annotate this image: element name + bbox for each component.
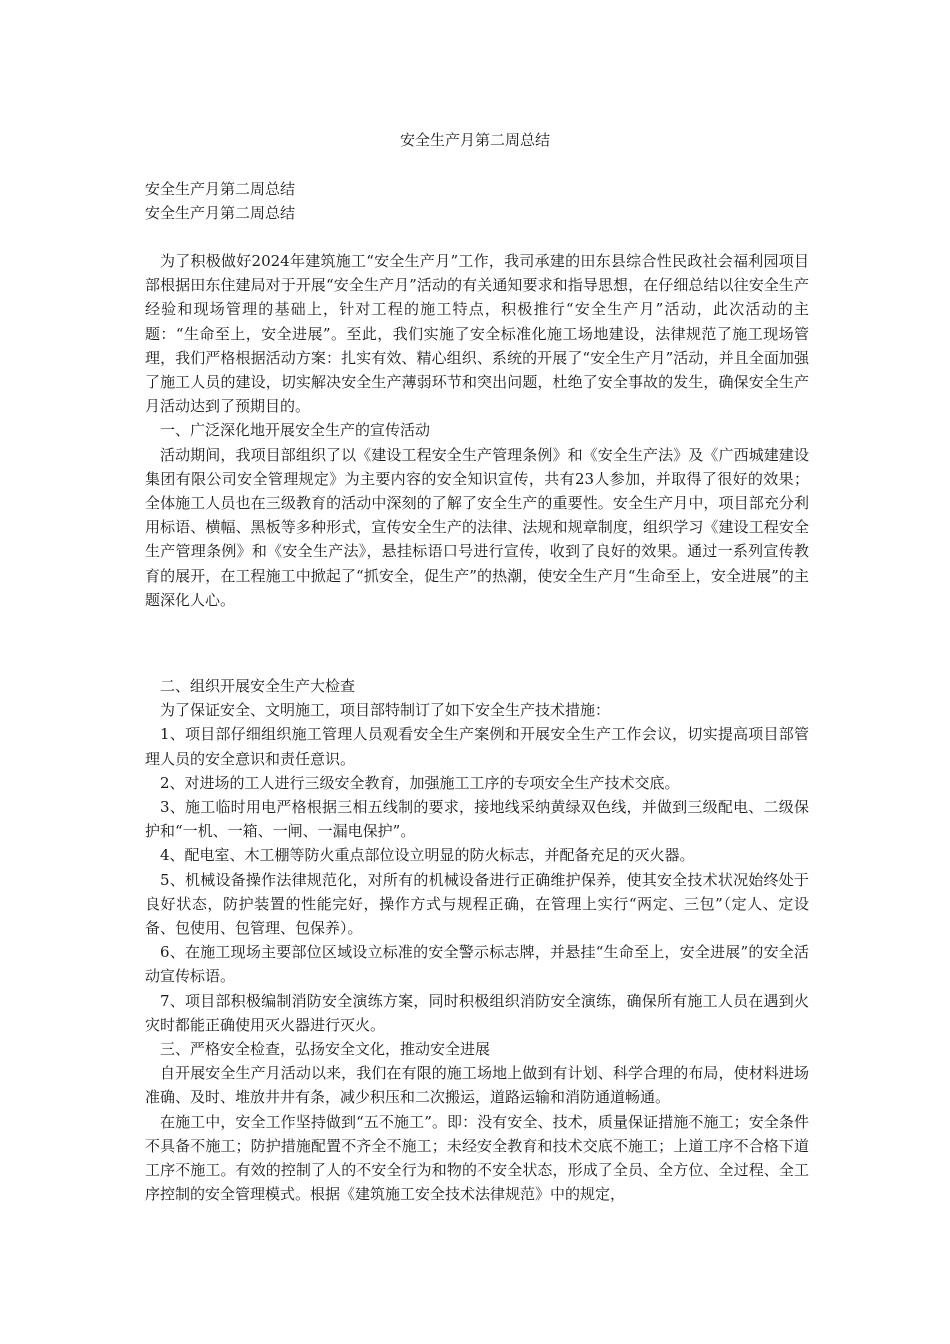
document-title: 安全生产月第二周总结	[399, 131, 550, 149]
subtitle-line: 安全生产月第二周总结	[145, 180, 296, 198]
body-paragraph: 为了保证安全、文明施工，项目部特制订了如下安全生产技术措施：	[160, 701, 611, 720]
list-item: 7、项目部积极编制消防安全演练方案，同时积极组织消防安全演练，确保所有施工人员在遇到火灾时都能正确使用灭火器进行灭火。	[145, 991, 809, 1034]
list-item: 5、机械设备操作法律规范化，对所有的机械设备进行正确维护保养，使其安全技术状况始终处于良好状态，防护装置的性能完好，操作方式与规程正确，在管理上实行“两定、三包”（定人、定设备、包使用、包管理、包保养）。	[145, 870, 809, 938]
body-section-2	[145, 674, 809, 1206]
section-heading: 三、严格安全检查，弘扬安全文化，推动安全进展	[160, 1040, 491, 1059]
list-item: 4、配电室、木工棚等防火重点部位设立明显的防火标志，并配备充足的灭火器。	[160, 846, 695, 865]
list-item: 2、对进场的工人进行三级安全教育，加强施工工序的专项安全生产技术交底。	[160, 773, 680, 792]
list-item: 1、项目部仔细组织施工管理人员观看安全生产案例和开展安全生产工作会议，切实提高项目部管理人员的安全意识和责任意识。	[145, 725, 809, 768]
intro-paragraph: 为了积极做好2024年建筑施工“安全生产月”工作，我司承建的田东县综合性民政社会福利园项目部根据田东住建局对于开展“安全生产月”活动的有关通知要求和指导思想，在仔细总结以往安全生产经验和现场管理的基础上，针对工程的施工特点，积极推行“安全生产月”活动，此次活动的主题：“生命至上，安全进展”。至此，我们实施了安全标准化施工场地建设，法律规范了施工现场管理，我们严格根据活动方案：扎实有效、精心组织、系统的开展了“安全生产月”活动，并且全面加强了施工人员的建设，切实解决安全生产薄弱环节和突出问题，杜绝了安全事故的发生，确保安全生产月活动达到了预期目的。	[145, 252, 809, 416]
body-paragraph: 活动期间，我项目部组织了以《建设工程安全生产管理条例》和《安全生产法》及《广西城建建设集团有限公司安全管理规定》为主要内容的安全知识宣传，共有23人参加，并取得了很好的效果；全体施工人员也在三级教育的活动中深刻的了解了安全生产的重要性。安全生产月中，项目部充分利用标语、横幅、黑板等多种形式，宣传安全生产的法律、法规和规章制度，组织学习《建设工程安全生产管理条例》和《安全生产法》，悬挂标语口号进行宣传，收到了良好的效果。通过一系列宣传教育的展开，在工程施工中掀起了“抓安全，促生产”的热潮，使安全生产月“生命至上，安全进展”的主题深化人心。	[145, 445, 809, 609]
body-section-1	[145, 249, 809, 612]
subtitle-line: 安全生产月第二周总结	[145, 204, 296, 222]
list-item: 6、在施工现场主要部位区域设立标准的安全警示标志牌，并悬挂“生命至上，安全进展”的安全活动宣传标语。	[145, 943, 809, 986]
body-paragraph: 自开展安全生产月活动以来，我们在有限的施工场地上做到有计划、科学合理的布局，使材料进场准确、及时、堆放井井有条，减少积压和二次搬运，道路运输和消防通道畅通。	[145, 1064, 809, 1107]
section-heading: 二、组织开展安全生产大检查	[160, 677, 356, 695]
body-paragraph: 在施工中，安全工作坚持做到“五不施工”。即：没有安全、技术，质量保证措施不施工；安全条件不具备不施工；防护措施配置不齐全不施工；未经安全教育和技术交底不施工；上道工序不合格下道工序不施工。有效的控制了人的不安全行为和物的不安全状态，形成了全员、全方位、全过程、全工序控制的安全管理模式。根据《建筑施工安全技术法律规范》中的规定，	[145, 1112, 809, 1204]
list-item: 3、施工临时用电严格根据三相五线制的要求，接地线采纳黄绿双色线，并做到三级配电、二级保护和“一机、一箱、一闸、一漏电保护”。	[145, 798, 809, 841]
section-heading: 一、广泛深化地开展安全生产的宣传活动	[160, 421, 431, 440]
